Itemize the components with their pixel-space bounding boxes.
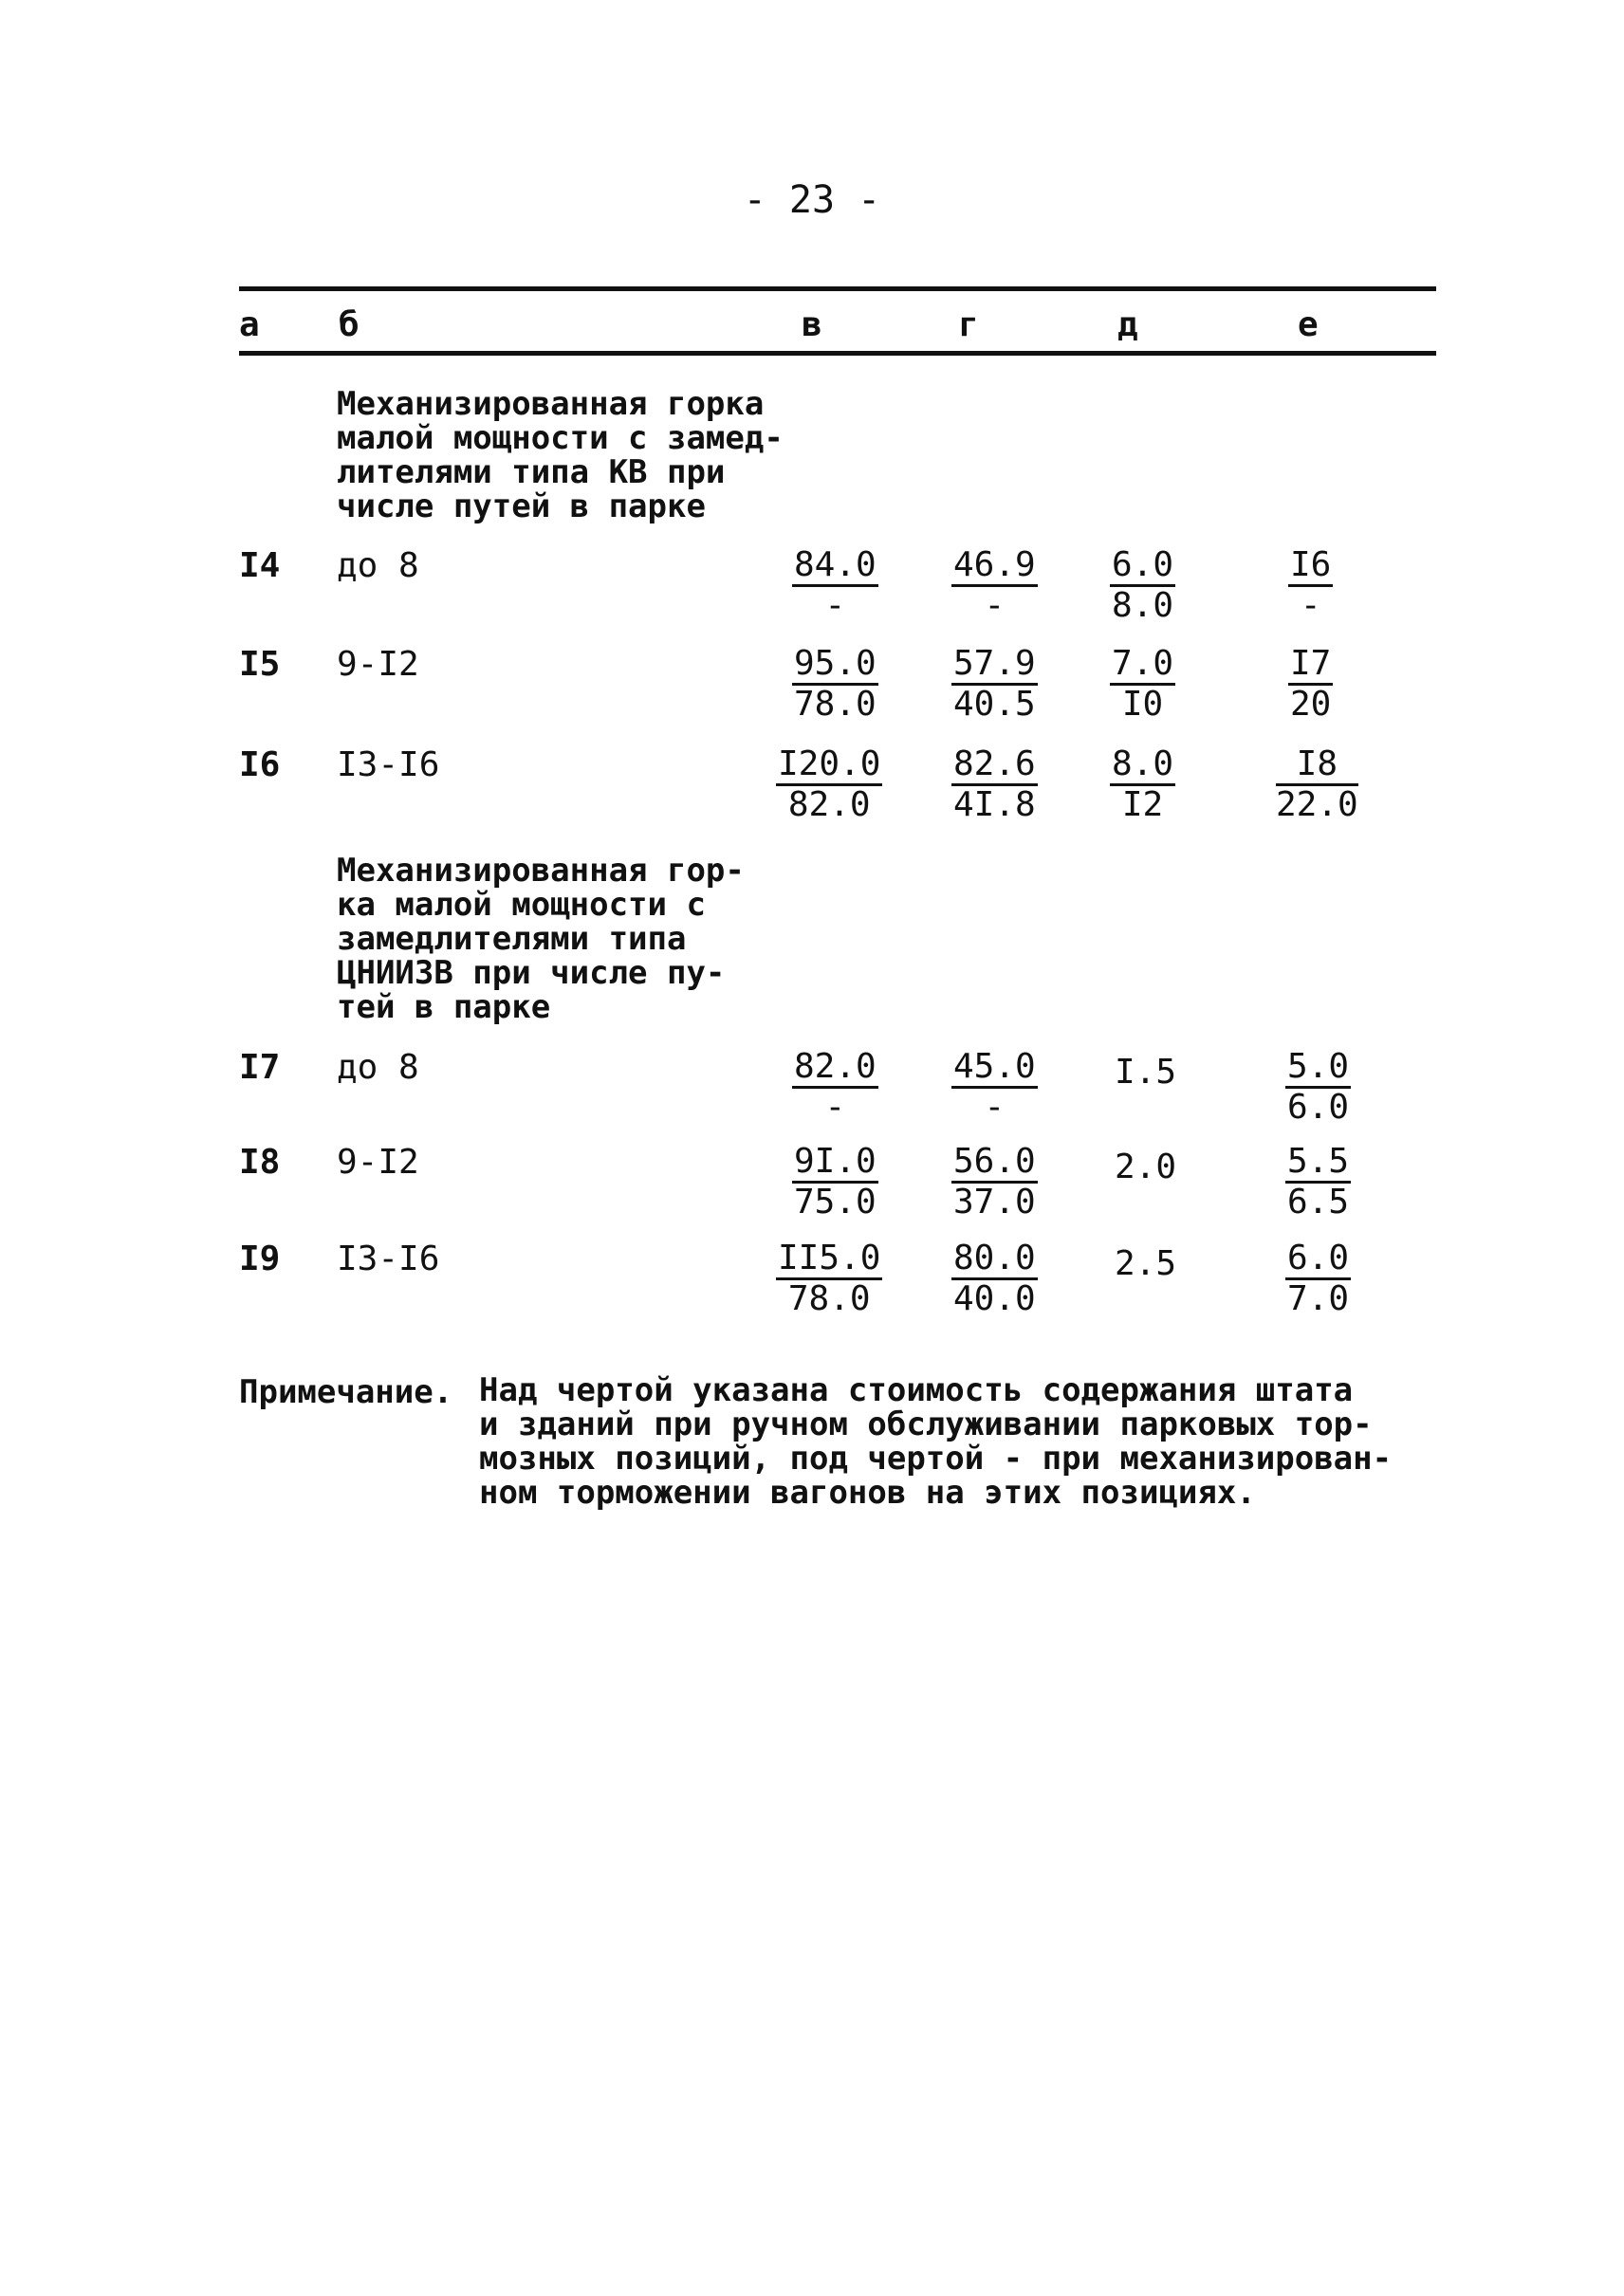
col-header-b: б [339,305,360,344]
cell-g [951,1241,1038,1316]
cell-d [1110,644,1175,724]
cell-g [951,1047,1038,1127]
cell-top: 7.0 [1110,647,1175,686]
cell-top: 6.0 [1285,1241,1351,1280]
cell-top: 9I.0 [792,1145,878,1184]
row-description: I3-I6 [337,1240,440,1278]
cell-top: 95.0 [792,647,878,686]
cell-v [792,1142,878,1221]
cell-top: I8 [1276,747,1358,786]
cell-d [1110,545,1175,625]
cell-top: 82.0 [792,1050,878,1089]
cell-bottom: - [824,586,846,625]
col-header-d: д [1117,305,1138,344]
cell-top: 45.0 [951,1050,1038,1089]
cell-top: I20.0 [776,747,882,786]
cell-top: 8.0 [1110,747,1175,786]
cell-top: 82.6 [951,747,1038,786]
row-number: I4 [239,546,281,585]
cell-bottom: 82.0 [787,785,871,824]
col-header-g: г [958,305,979,344]
cell-g [951,644,1038,724]
cell-top: 57.9 [951,647,1038,686]
cell-bottom: 40.5 [953,685,1036,724]
cell-top: II5.0 [776,1241,882,1280]
cell-top: 5.0 [1285,1050,1351,1089]
cell-bottom: - [984,586,1006,625]
cell-top: 6.0 [1110,548,1175,587]
row-number: I5 [239,645,281,684]
cell-bottom: 40.0 [953,1279,1036,1318]
cell-top: 84.0 [792,548,878,587]
row-description: 9-I2 [337,1143,419,1182]
section-title-tsniizv: Механизированная гор- ка малой мощности с замедлителями типа ЦНИИЗВ при числе пу- тей в парке [337,852,745,1026]
cell-bottom: 22.0 [1276,785,1358,824]
cell-d: I.5 [1115,1053,1177,1092]
note-text: Над чертой указана стоимость содержания штата и зданий при ручном обслуживании парковых тор- мозных позиций, под чертой - при механизирован- ном торможении вагонов на этих позициях. [479,1371,1393,1512]
cell-e [1285,1142,1351,1221]
cell-bottom: 75.0 [794,1183,877,1221]
cell-bottom: 37.0 [953,1183,1036,1221]
cell-v [792,1047,878,1127]
cell-v [792,644,878,724]
cell-bottom: 6.0 [1287,1088,1350,1127]
cell-bottom: 8.0 [1112,586,1174,625]
row-number: I8 [239,1143,281,1182]
cell-e [1288,545,1333,625]
cell-bottom: 6.5 [1287,1183,1350,1221]
cell-bottom: 20 [1290,685,1332,724]
cell-top: 56.0 [951,1145,1038,1184]
cell-top: 46.9 [951,548,1038,587]
cell-bottom: 4I.8 [953,785,1036,824]
cell-e [1288,644,1333,724]
cell-top: 5.5 [1285,1145,1351,1184]
cell-bottom: - [824,1088,846,1127]
cell-top: 80.0 [951,1241,1038,1280]
row-description: 9-I2 [337,645,419,684]
row-number: I7 [239,1048,281,1087]
cell-bottom: I0 [1121,685,1164,724]
cell-top: I6 [1288,548,1333,587]
cell-bottom: 78.0 [794,685,877,724]
table-top-rule [239,286,1436,291]
note-label: Примечание. [239,1373,453,1411]
cell-v [776,1241,882,1316]
cell-e [1276,744,1358,824]
col-header-e: е [1298,305,1319,344]
col-header-a: а [239,305,260,344]
row-description: до 8 [337,1048,419,1087]
cell-e [1285,1241,1351,1316]
cell-v [776,744,882,824]
row-number: I6 [239,745,281,784]
cell-v [792,545,878,625]
cell-g [951,1142,1038,1221]
row-number: I9 [239,1240,281,1278]
cell-e [1285,1047,1351,1127]
cell-bottom: - [1300,586,1321,625]
cell-bottom: 78.0 [787,1279,871,1318]
cell-top: I7 [1288,647,1333,686]
cell-bottom: 7.0 [1287,1279,1350,1318]
row-description: I3-I6 [337,745,440,784]
section-title-kv: Механизированная горка малой мощности с замед- лителями типа КВ при числе путей в парке [337,385,784,525]
col-header-v: в [802,305,822,344]
cell-d: 2.5 [1115,1244,1177,1283]
cell-bottom: I2 [1121,785,1164,824]
cell-bottom: - [984,1088,1006,1127]
cell-g [951,744,1038,824]
cell-g [951,545,1038,625]
row-description: до 8 [337,546,419,585]
cell-d: 2.0 [1115,1148,1177,1186]
table-header-rule [239,351,1436,356]
cell-d [1110,744,1175,824]
page-number: - 23 - [743,178,881,222]
